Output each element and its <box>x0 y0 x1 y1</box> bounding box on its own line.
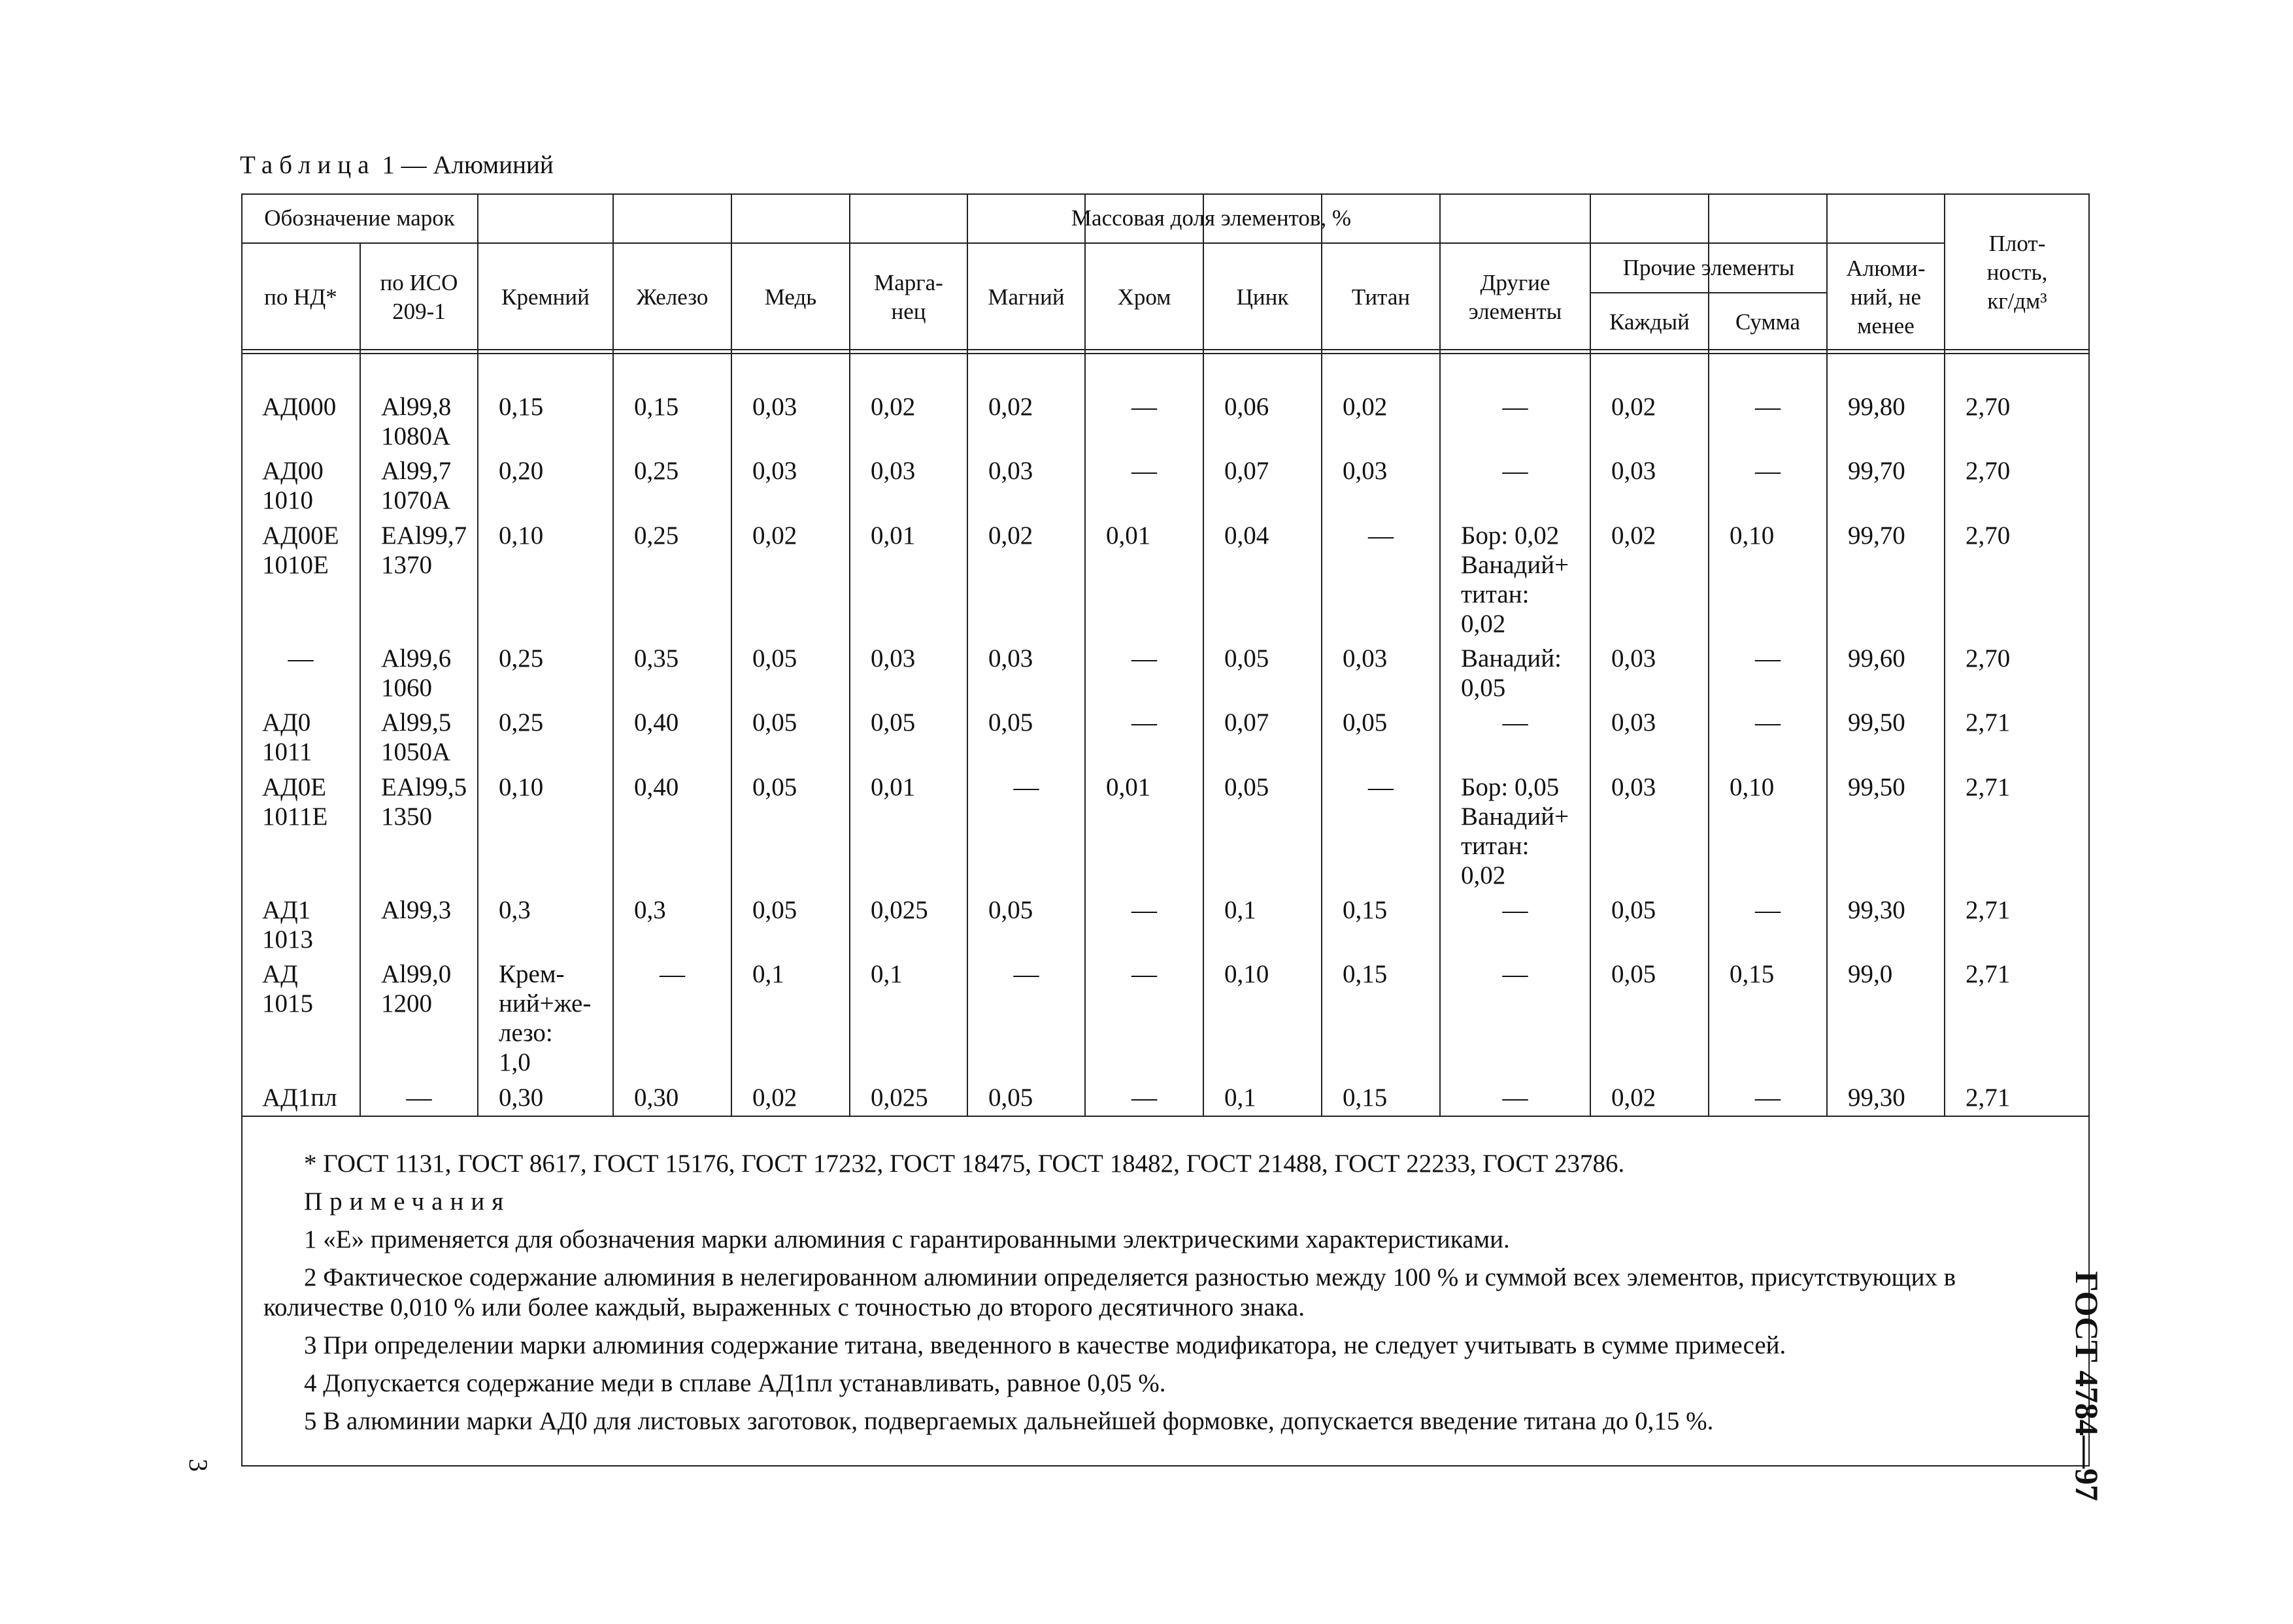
column-divider <box>360 243 361 1116</box>
cell-si: Крем- <box>499 960 565 988</box>
cell-iso: Al99,0 <box>381 960 452 988</box>
cell-ti: 0,05 <box>1343 708 1388 737</box>
cell-cu: 0,05 <box>752 644 797 672</box>
cell-sum: — <box>1755 896 1781 924</box>
cell-nd: АД00Е <box>262 522 339 550</box>
header-iron: Железо <box>636 284 709 310</box>
cell-each: 0,02 <box>1611 393 1656 421</box>
header-elements-group: Массовая доля элементов, % <box>1071 205 1352 231</box>
cell-nd: АД1 <box>262 896 311 924</box>
cell-si: 1,0 <box>499 1048 531 1076</box>
cell-zn: 0,1 <box>1224 1084 1256 1112</box>
cell-other: Бор: 0,05 <box>1461 773 1560 801</box>
cell-nd: АД1пл <box>262 1084 337 1112</box>
cell-al: 99,0 <box>1848 960 1893 988</box>
header-manganese: Марга- нец <box>874 270 943 324</box>
cell-cr: — <box>1131 1084 1157 1112</box>
cell-nd: 1015 <box>262 989 313 1018</box>
cell-mg: 0,05 <box>988 708 1033 737</box>
cell-mg: 0,02 <box>988 393 1033 421</box>
caption-title: 1 — Алюминий <box>382 151 554 179</box>
cell-nd: 1010Е <box>262 551 329 579</box>
cell-density: 2,71 <box>1966 773 2011 801</box>
cell-fe: 0,40 <box>634 773 679 801</box>
cell-ti: 0,15 <box>1343 896 1388 924</box>
header-chromium: Хром <box>1117 284 1171 310</box>
cell-nd: 1010 <box>262 486 313 514</box>
cell-iso: Al99,5 <box>381 708 452 737</box>
cell-fe: 0,40 <box>634 708 679 737</box>
cell-cr: — <box>1131 644 1157 672</box>
cell-cu: 0,05 <box>752 773 797 801</box>
cell-other: — <box>1502 393 1528 421</box>
cell-si: 0,20 <box>499 457 544 485</box>
cell-each: 0,03 <box>1611 644 1656 672</box>
cell-nd: 1011 <box>262 738 312 766</box>
cell-other: Бор: 0,02 <box>1461 522 1560 550</box>
cell-nd: 1013 <box>262 925 313 953</box>
cell-al: 99,50 <box>1848 708 1905 737</box>
cell-si: 0,15 <box>499 393 544 421</box>
cell-density: 2,71 <box>1966 896 2011 924</box>
cell-density: 2,71 <box>1966 708 2011 737</box>
header-nd: по НД* <box>264 284 337 310</box>
cell-nd: 1011Е <box>262 803 328 831</box>
cell-cu: 0,03 <box>752 457 797 485</box>
cell-other: — <box>1502 708 1528 737</box>
header-magnesium: Магний <box>988 284 1065 310</box>
table-caption <box>240 150 554 180</box>
note-5: 5 В алюминии марки АД0 для листовых заготовок, подвергаемых дальнейшей формовке, допускается введение титана до 0,15 %. <box>304 1407 1714 1435</box>
cell-al: 99,30 <box>1848 896 1905 924</box>
cell-ti: 0,02 <box>1343 393 1388 421</box>
cell-ti: 0,15 <box>1343 1084 1388 1112</box>
cell-nd: — <box>288 644 314 672</box>
cell-iso: Al99,8 <box>381 393 452 421</box>
cell-density: 2,71 <box>1966 1084 2011 1112</box>
footnote: * ГОСТ 1131, ГОСТ 8617, ГОСТ 15176, ГОСТ 17232, ГОСТ 18475, ГОСТ 18482, ГОСТ 21488, ГОСТ 22233, ГОСТ 23786. <box>304 1150 1625 1178</box>
cell-iso: 1050A <box>381 738 451 766</box>
cell-ti: 0,15 <box>1343 960 1388 988</box>
cell-sum: — <box>1755 1084 1781 1112</box>
cell-sum: — <box>1755 708 1781 737</box>
header-marks-group: Обозначение марок <box>264 205 455 231</box>
cell-cr: 0,01 <box>1106 522 1151 550</box>
cell-density: 2,71 <box>1966 960 2011 988</box>
cell-cr: — <box>1131 896 1157 924</box>
cell-fe: 0,30 <box>634 1084 679 1112</box>
cell-mg: — <box>1013 773 1039 801</box>
note-4: 4 Допускается содержание меди в сплаве АД1пл устанавливать, равное 0,05 %. <box>304 1369 1166 1397</box>
cell-iso: — <box>406 1084 432 1112</box>
cell-iso: Al99,6 <box>381 644 452 672</box>
cell-other: — <box>1502 960 1528 988</box>
cell-nd: АД000 <box>262 393 337 421</box>
cell-mn: 0,1 <box>871 960 903 988</box>
cell-al: 99,80 <box>1848 393 1905 421</box>
cell-sum: 0,10 <box>1730 522 1775 550</box>
cell-mn: 0,025 <box>871 1084 928 1112</box>
cell-cr: — <box>1131 457 1157 485</box>
body-bottom-rule <box>241 1116 2090 1117</box>
cell-mg: 0,05 <box>988 1084 1033 1112</box>
cell-ti: — <box>1368 773 1394 801</box>
cell-zn: 0,07 <box>1224 708 1269 737</box>
cell-other: 0,05 <box>1461 674 1506 702</box>
cell-nd: АД0Е <box>262 773 327 801</box>
cell-ti: — <box>1368 522 1394 550</box>
cell-other: Ванадий+ <box>1461 551 1569 579</box>
cell-fe: — <box>660 960 685 988</box>
header-sum: Сумма <box>1735 309 1801 335</box>
cell-zn: 0,06 <box>1224 393 1269 421</box>
cell-mg: 0,03 <box>988 457 1033 485</box>
cell-each: 0,03 <box>1611 457 1656 485</box>
cell-cr: — <box>1131 393 1157 421</box>
header-other-elements: Другие элементы <box>1468 270 1562 324</box>
cell-cr: — <box>1131 708 1157 737</box>
cell-si: 0,3 <box>499 896 531 924</box>
cell-mn: 0,02 <box>871 393 916 421</box>
cell-iso: EAl99,7 <box>381 522 467 550</box>
cell-cu: 0,1 <box>752 960 784 988</box>
cell-al: 99,50 <box>1848 773 1905 801</box>
cell-other: — <box>1502 457 1528 485</box>
cell-iso: 1350 <box>381 803 432 831</box>
cell-cr: — <box>1131 960 1157 988</box>
cell-mn: 0,03 <box>871 457 916 485</box>
standard-side-label: ГОСТ 4784—97 <box>2069 1271 2105 1502</box>
cell-ti: 0,03 <box>1343 457 1388 485</box>
cell-zn: 0,04 <box>1224 522 1269 550</box>
cell-zn: 0,05 <box>1224 773 1269 801</box>
cell-zn: 0,05 <box>1224 644 1269 672</box>
cell-other: 0,02 <box>1461 610 1506 638</box>
cell-each: 0,03 <box>1611 708 1656 737</box>
notes-title: Примечания <box>304 1187 511 1216</box>
header-misc-group: Прочие элементы <box>1622 255 1795 280</box>
cell-other: — <box>1502 1084 1528 1112</box>
cell-al: 99,30 <box>1848 1084 1905 1112</box>
cell-al: 99,70 <box>1848 522 1905 550</box>
cell-cu: 0,05 <box>752 896 797 924</box>
caption-prefix: Таблица <box>240 151 376 179</box>
note-2: 2 Фактическое содержание алюминия в нелегированном алюминии определяется разностью между 100 % и суммой всех элементов, присутствующих в количестве 0,010 % или более каждый, выраженных с точностью до второго десятичного знака. <box>263 1263 1956 1321</box>
cell-iso: 1070A <box>381 486 451 514</box>
cell-each: 0,02 <box>1611 1084 1656 1112</box>
cell-fe: 0,15 <box>634 393 679 421</box>
cell-mg: 0,02 <box>988 522 1033 550</box>
cell-iso: Al99,3 <box>381 896 452 924</box>
cell-mn: 0,01 <box>871 773 916 801</box>
cell-iso: EAl99,5 <box>381 773 467 801</box>
cell-density: 2,70 <box>1966 457 2011 485</box>
header-each: Каждый <box>1609 309 1690 335</box>
cell-si: лезо: <box>499 1019 553 1047</box>
cell-each: 0,05 <box>1611 896 1656 924</box>
cell-fe: 0,25 <box>634 522 679 550</box>
cell-sum: 0,15 <box>1730 960 1775 988</box>
cell-fe: 0,25 <box>634 457 679 485</box>
header-density: Плот- ность, кг/дм³ <box>1986 231 2048 314</box>
cell-other: титан: <box>1461 832 1530 860</box>
cell-other: Ванадий+ <box>1461 803 1569 831</box>
cell-mg: 0,03 <box>988 644 1033 672</box>
cell-si: 0,25 <box>499 644 544 672</box>
cell-each: 0,05 <box>1611 960 1656 988</box>
header-iso: по ИСО 209-1 <box>380 270 458 324</box>
cell-zn: 0,07 <box>1224 457 1269 485</box>
cell-each: 0,02 <box>1611 522 1656 550</box>
cell-zn: 0,1 <box>1224 896 1256 924</box>
cell-each: 0,03 <box>1611 773 1656 801</box>
cell-other: титан: <box>1461 580 1530 608</box>
cell-si: 0,10 <box>499 773 544 801</box>
cell-other: 0,02 <box>1461 861 1506 889</box>
header-aluminium: Алюми- ний, не менее <box>1846 256 1926 339</box>
cell-sum: — <box>1755 393 1781 421</box>
cell-density: 2,70 <box>1966 522 2011 550</box>
cell-al: 99,70 <box>1848 457 1905 485</box>
cell-iso: 1080A <box>381 422 451 450</box>
cell-al: 99,60 <box>1848 644 1905 672</box>
cell-zn: 0,10 <box>1224 960 1269 988</box>
cell-mn: 0,01 <box>871 522 916 550</box>
note-3: 3 При определении марки алюминия содержание титана, введенного в качестве модификатора, не следует учитывать в сумме примесей. <box>304 1331 1786 1359</box>
cell-si: 0,10 <box>499 522 544 550</box>
cell-iso: 1060 <box>381 674 432 702</box>
cell-nd: АД00 <box>262 457 324 485</box>
header-silicon: Кремний <box>501 284 590 310</box>
cell-si: 0,30 <box>499 1084 544 1112</box>
cell-cu: 0,02 <box>752 522 797 550</box>
cell-fe: 0,3 <box>634 896 666 924</box>
notes-section <box>263 1149 2081 1444</box>
cell-mg: 0,05 <box>988 896 1033 924</box>
cell-other: Ванадий: <box>1461 644 1562 672</box>
cell-si: 0,25 <box>499 708 544 737</box>
cell-mn: 0,03 <box>871 644 916 672</box>
cell-fe: 0,35 <box>634 644 679 672</box>
cell-iso: Al99,7 <box>381 457 452 485</box>
cell-sum: 0,10 <box>1730 773 1775 801</box>
cell-cu: 0,02 <box>752 1084 797 1112</box>
cell-cr: 0,01 <box>1106 773 1151 801</box>
cell-ti: 0,03 <box>1343 644 1388 672</box>
cell-mg: — <box>1013 960 1039 988</box>
cell-mn: 0,05 <box>871 708 916 737</box>
note-1: 1 «Е» применяется для обозначения марки алюминия с гарантированными электрическими характеристиками. <box>304 1225 1510 1253</box>
cell-cu: 0,05 <box>752 708 797 737</box>
cell-si: ний+же- <box>499 989 592 1018</box>
cell-mn: 0,025 <box>871 896 928 924</box>
cell-sum: — <box>1755 457 1781 485</box>
header-titanium: Титан <box>1351 284 1411 310</box>
cell-density: 2,70 <box>1966 644 2011 672</box>
cell-iso: 1200 <box>381 989 432 1018</box>
cell-other: — <box>1502 896 1528 924</box>
cell-iso: 1370 <box>381 551 432 579</box>
cell-density: 2,70 <box>1966 393 2011 421</box>
header-zinc: Цинк <box>1236 284 1289 310</box>
page-number: 3 <box>184 1459 213 1472</box>
cell-sum: — <box>1755 644 1781 672</box>
cell-cu: 0,03 <box>752 393 797 421</box>
cell-nd: АД0 <box>262 708 311 737</box>
cell-nd: АД <box>262 960 298 988</box>
header-bottom-rule <box>241 353 2090 354</box>
header-copper: Медь <box>764 284 817 310</box>
